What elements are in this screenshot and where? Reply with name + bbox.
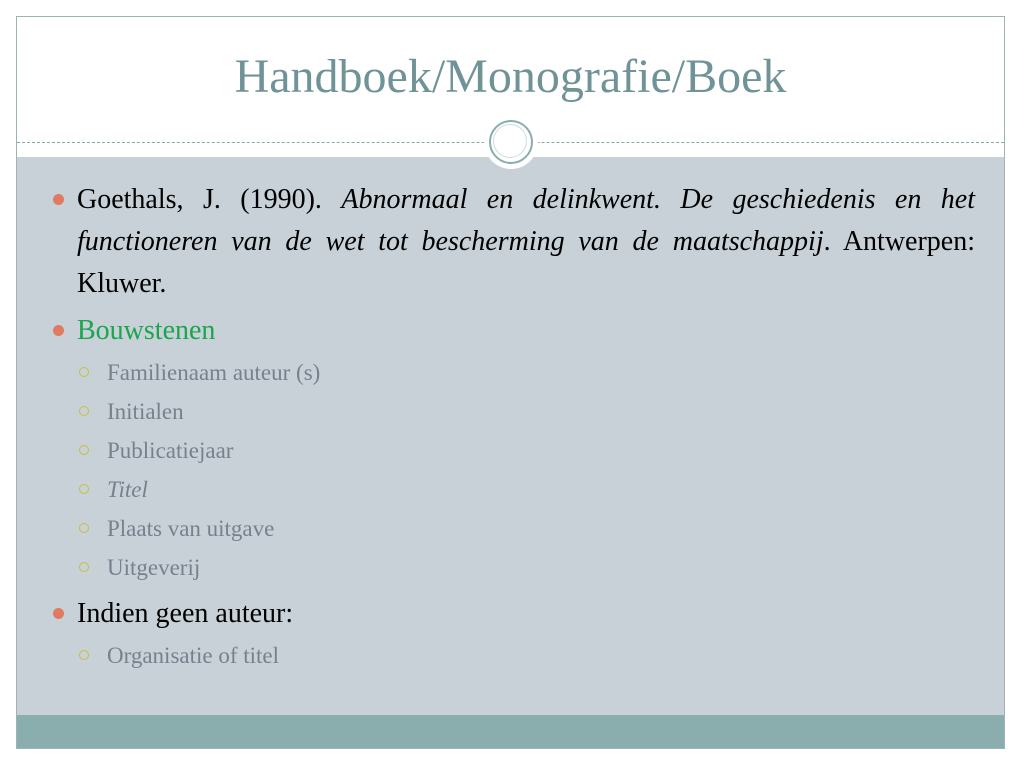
- hollow-circle-icon: [79, 367, 89, 377]
- slide-title: Handboek/Monografie/Boek: [234, 50, 787, 103]
- sub-item: Titel: [107, 475, 967, 505]
- list-item-reference: [77, 179, 975, 305]
- list-item-bouwstenen: [77, 310, 975, 352]
- sub-item: Organisatie of titel: [107, 641, 967, 671]
- list-item-no-author: [77, 593, 975, 635]
- sub-item: Publicatiejaar: [107, 436, 967, 466]
- hollow-circle-icon: [79, 562, 89, 572]
- hollow-circle-icon: [79, 406, 89, 416]
- reference-publisher: . Antwerpen: Kluwer.: [77, 226, 975, 299]
- circle-ornament-icon: [484, 115, 538, 169]
- sub-item: Uitgeverij: [107, 553, 967, 583]
- sub-item: Plaats van uitgave: [107, 514, 967, 544]
- footer-bar: [17, 715, 1004, 749]
- no-author-label: Indien geen auteur:: [77, 598, 294, 629]
- bullet-dot-icon: [53, 194, 64, 205]
- bullet-dot-icon: [53, 608, 64, 619]
- sub-item: Initialen: [107, 397, 967, 427]
- hollow-circle-icon: [79, 650, 89, 660]
- reference-title: Abnormaal en delinkwent. De geschiedenis en het functioneren van de wet tot bescherming van de maatschappij: [77, 184, 975, 257]
- reference-author-year: Goethals, J. (1990).: [77, 184, 342, 215]
- slide: [16, 16, 1005, 749]
- bouwstenen-label: Bouwstenen: [77, 315, 216, 346]
- hollow-circle-icon: [79, 445, 89, 455]
- hollow-circle-icon: [79, 523, 89, 533]
- sub-item: Familienaam auteur (s): [107, 358, 967, 388]
- hollow-circle-icon: [79, 484, 89, 494]
- content-area: [17, 157, 1004, 715]
- bullet-dot-icon: [53, 325, 64, 336]
